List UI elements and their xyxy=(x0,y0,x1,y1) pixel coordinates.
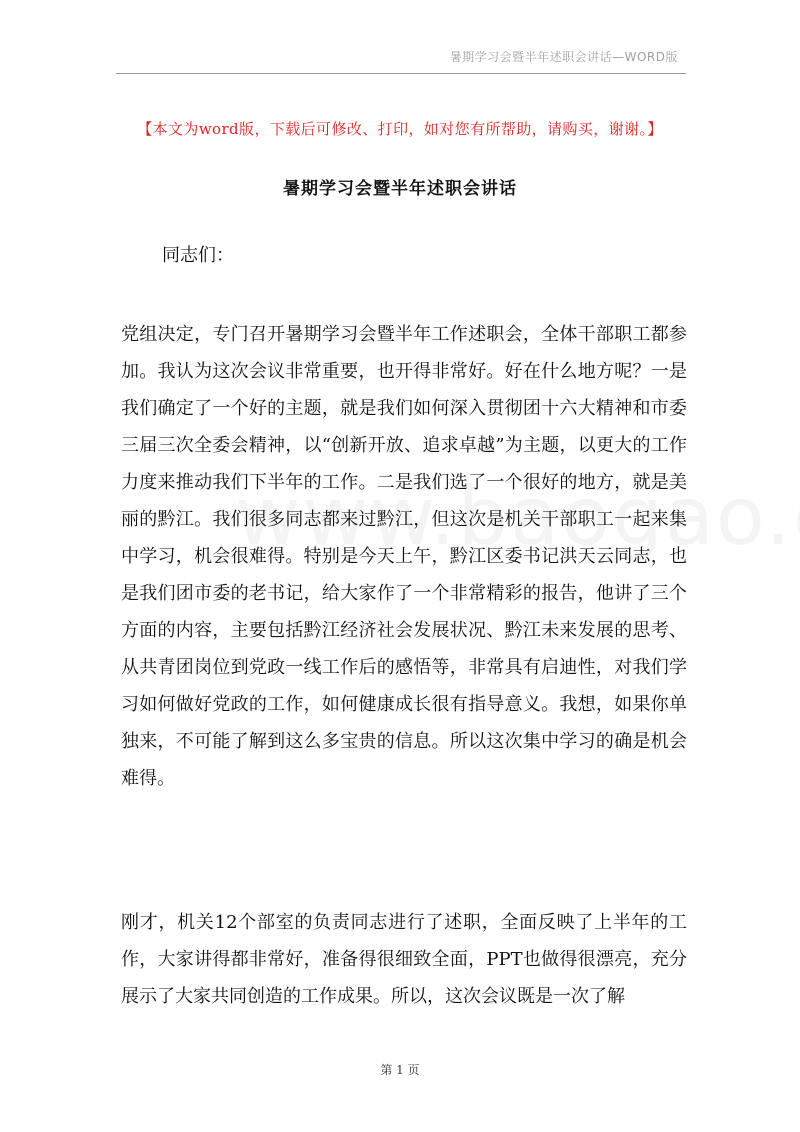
header-title: 暑期学习会暨半年述职会讲话—WORD版 xyxy=(449,50,678,64)
download-notice: 【本文为word版，下载后可修改、打印，如对您有所帮助，请购买，谢谢。】 xyxy=(137,120,663,138)
greeting: 同志们： xyxy=(162,245,234,266)
document-title: 暑期学习会暨半年述职会讲话 xyxy=(283,179,517,199)
paragraph-2: 刚才，机关12个部室的负责同志进行了述职，全面反映了上半年的工作，大家讲得都非常好，准备得很细致全面，PPT也做得很漂亮，充分展示了大家共同创造的工作成果。所以，这次会议既是一次了解 xyxy=(121,912,687,1007)
watermark xyxy=(235,470,800,563)
paragraph-1: 党组决定，专门召开暑期学习会暨半年工作述职会，全体干部职工都参加。我认为这次会议非常重要，也开得非常好。好在什么地方呢？一是我们确定了一个好的主题，就是我们如何深入贯彻团十六大精神和市委三届三次全委会精神，以“创新开放、追求卓越”为主题，以更大的工作力度来推动我们下半年的工作。二是我们选了一个很好的地方，就是美丽的黔江。我们很多同志都来过黔江，但这次是机关干部职工一起来集中学习，机会很难得。特别是今天上午，黔江区委书记洪天云同志，也是我们团市委的老书记，给大家作了一个非常精彩的报告，他讲了三个方面的内容，主要包括黔江经济社会发展状况、黔江未来发展的思考、从共青团岗位到党政一线工作后的感悟等，非常具有启迪性，对我们学习如何做好党政的工作，如何健康成长很有指导意义。我想，如果你单独来，不可能了解到这么多宝贵的信息。所以这次集中学习的确是机会难得。 xyxy=(121,324,687,789)
page-number: 第 1 页 xyxy=(380,1063,420,1077)
header-divider xyxy=(116,73,686,74)
